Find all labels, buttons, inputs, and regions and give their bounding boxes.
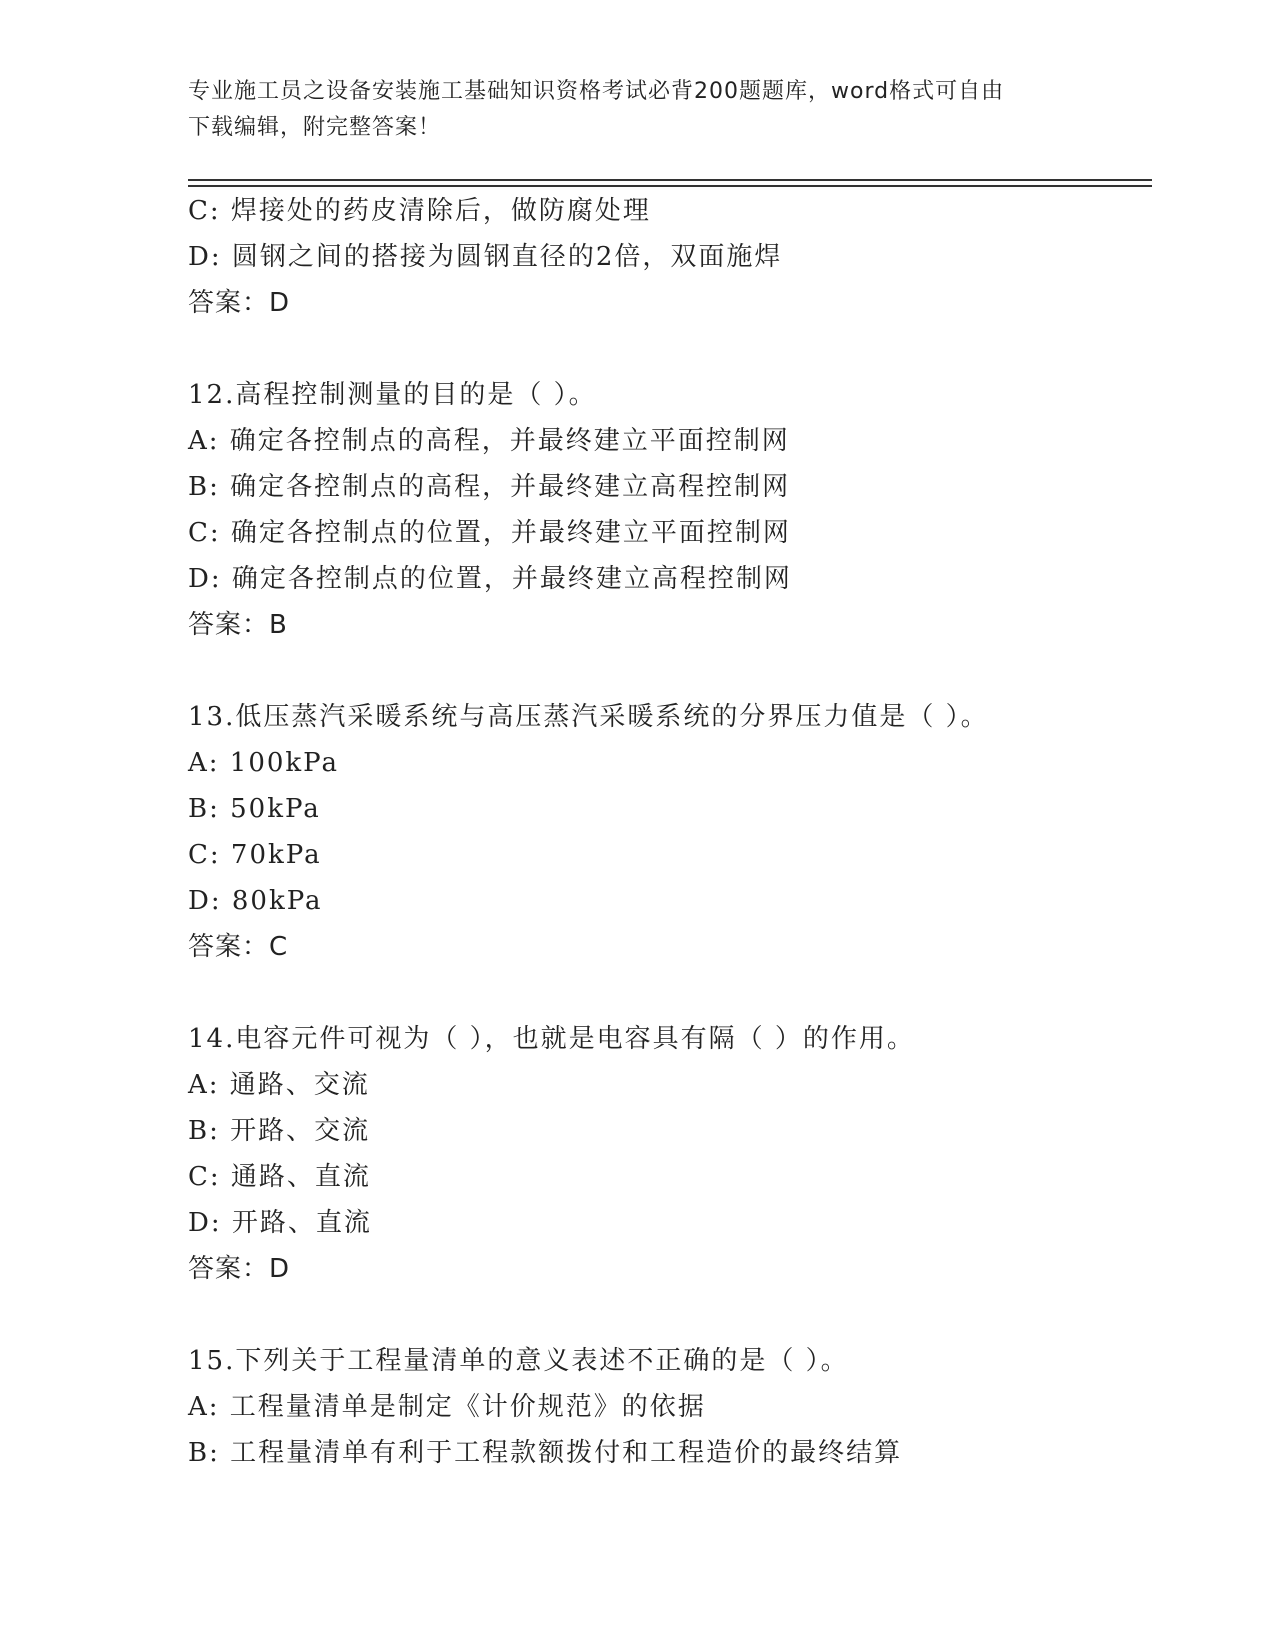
question-15 — [188, 1338, 1152, 1476]
option-c: C: 确定各控制点的位置，并最终建立平面控制网 — [188, 518, 791, 548]
option-c: C: 70kPa — [188, 840, 322, 870]
option-a: A: 通路、交流 — [188, 1070, 370, 1100]
question-stem: 13.低压蒸汽采暖系统与高压蒸汽采暖系统的分界压力值是（ ）。 — [188, 702, 989, 732]
spacer — [188, 970, 1152, 1016]
header-divider-bottom — [188, 185, 1152, 187]
question-12 — [188, 372, 1152, 648]
option-a: A: 确定各控制点的高程，并最终建立平面控制网 — [188, 426, 790, 456]
option-b: B: 工程量清单有利于工程款额拨付和工程造价的最终结算 — [188, 1438, 903, 1468]
header-title-line-1: 专业施工员之设备安装施工基础知识资格考试必背200题题库，word格式可自由 — [188, 79, 1005, 104]
spacer — [188, 648, 1152, 694]
question-stem: 15.下列关于工程量清单的意义表述不正确的是（ ）。 — [188, 1346, 849, 1376]
question-11 — [188, 188, 1152, 326]
question-13 — [188, 694, 1152, 970]
answer: 答案：D — [188, 288, 291, 318]
question-list — [188, 188, 1152, 1476]
question-stem: 12.高程控制测量的目的是（ ）。 — [188, 380, 597, 410]
answer: 答案：D — [188, 1254, 291, 1284]
option-b: B: 确定各控制点的高程，并最终建立高程控制网 — [188, 472, 791, 502]
header-title-line-2: 下载编辑，附完整答案！ — [188, 115, 442, 140]
option-b: B: 50kPa — [188, 794, 321, 824]
option-a: A: 工程量清单是制定《计价规范》的依据 — [188, 1392, 706, 1422]
header-divider-top — [188, 179, 1152, 181]
option-a: A: 100kPa — [188, 748, 340, 778]
option-c: C: 焊接处的药皮清除后，做防腐处理 — [188, 196, 651, 226]
option-d: D: 80kPa — [188, 886, 323, 916]
spacer — [188, 326, 1152, 372]
option-b: B: 开路、交流 — [188, 1116, 371, 1146]
option-d: D: 开路、直流 — [188, 1208, 372, 1238]
question-14 — [188, 1016, 1152, 1292]
question-stem: 14.电容元件可视为（ ），也就是电容具有隔（ ）的作用。 — [188, 1024, 915, 1054]
spacer — [188, 1292, 1152, 1338]
option-d: D: 确定各控制点的位置，并最终建立高程控制网 — [188, 564, 792, 594]
document-header — [188, 74, 1078, 146]
answer: 答案：C — [188, 932, 289, 962]
option-c: C: 通路、直流 — [188, 1162, 371, 1192]
answer: 答案：B — [188, 610, 288, 640]
option-d: D: 圆钢之间的搭接为圆钢直径的2倍，双面施焊 — [188, 242, 783, 272]
